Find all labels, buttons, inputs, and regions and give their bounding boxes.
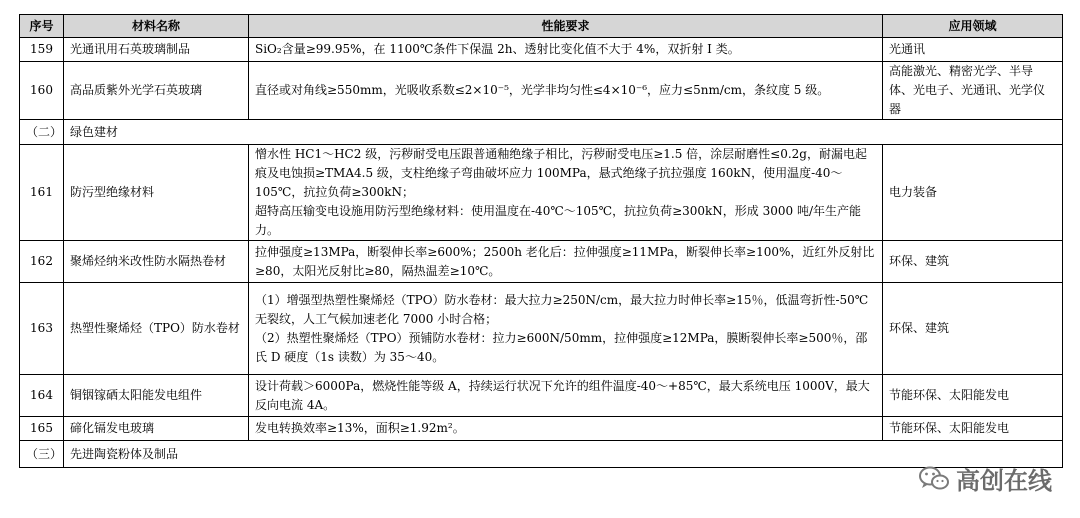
row-number: 160 <box>20 62 64 120</box>
performance-requirement <box>249 241 883 283</box>
performance-requirement <box>249 62 883 120</box>
section-label: 先进陶瓷粉体及制品 <box>64 441 1063 468</box>
row-number: 161 <box>20 145 64 241</box>
performance-requirement <box>249 283 883 375</box>
table-row <box>20 62 1063 120</box>
table-row <box>20 283 1063 375</box>
table-row <box>20 145 1063 241</box>
row-number: 159 <box>20 38 64 62</box>
requirement-line: 拉伸强度≥13MPa，断裂伸长率≥600%；2500h 老化后：拉伸强度≥11MPa，断裂伸长率≥100%，近红外反射比≥80，太阳光反射比≥80，隔热温差≥10℃。 <box>255 244 875 278</box>
wechat-icon <box>918 465 950 493</box>
watermark <box>918 461 1052 496</box>
material-name: 铜铟镓硒太阳能发电组件 <box>64 375 249 417</box>
header-num: 序号 <box>20 15 64 38</box>
table-row <box>20 375 1063 417</box>
requirement-line: SiO₂含量≥99.95%，在 1100℃条件下保温 2h、透射比变化值不大于 4%，双折射 I 类。 <box>255 42 740 56</box>
table-row <box>20 241 1063 283</box>
material-name: 碲化镉发电玻璃 <box>64 417 249 441</box>
table-header-row <box>20 15 1063 38</box>
application-field: 高能激光、精密光学、半导体、光电子、光通讯、光学仪器 <box>883 62 1063 120</box>
application-field: 环保、建筑 <box>883 241 1063 283</box>
performance-requirement <box>249 145 883 241</box>
section-row <box>20 120 1063 145</box>
material-name: 聚烯烃纳米改性防水隔热卷材 <box>64 241 249 283</box>
row-number: 162 <box>20 241 64 283</box>
requirement-line: 超特高压输变电设施用防污型绝缘材料：使用温度在-40℃～105℃，抗拉负荷≥300kN，形成 3000 吨/年生产能力。 <box>255 204 862 237</box>
header-req: 性能要求 <box>249 15 883 38</box>
requirement-line: 憎水性 HC1～HC2 级，污秽耐受电压跟普通釉绝缘子相比，污秽耐受电压≥1.5 倍，涂层耐磨性≤0.2g，耐漏电起痕及电蚀损≥TMA4.5 级，支柱绝缘子弯曲破坏应力 100MPa，悬式绝缘子抗拉强度 160kN，使用温度-40～105℃，抗拉负荷≥300kN； <box>255 147 867 199</box>
requirement-line: 直径或对角线≥550mm，光吸收系数≤2×10⁻⁵，光学非均匀性≤4×10⁻⁶，应力≤5nm/cm，条纹度 5 级。 <box>255 83 830 97</box>
application-field: 节能环保、太阳能发电 <box>883 375 1063 417</box>
application-field: 光通讯 <box>883 38 1063 62</box>
performance-requirement <box>249 38 883 62</box>
section-number: （二） <box>20 120 64 145</box>
application-field: 环保、建筑 <box>883 283 1063 375</box>
material-name: 热塑性聚烯烃（TPO）防水卷材 <box>64 283 249 375</box>
header-name: 材料名称 <box>64 15 249 38</box>
section-number: （三） <box>20 441 64 468</box>
requirement-line: 设计荷载＞6000Pa，燃烧性能等级 A，持续运行状况下允许的组件温度-40～+85℃，最大系统电压 1000V，最大反向电流 4A。 <box>255 378 870 412</box>
application-field: 节能环保、太阳能发电 <box>883 417 1063 441</box>
watermark-text: 高创在线 <box>956 467 1052 495</box>
header-app: 应用领域 <box>883 15 1063 38</box>
row-number: 164 <box>20 375 64 417</box>
performance-requirement <box>249 375 883 417</box>
row-number: 163 <box>20 283 64 375</box>
requirement-line: 发电转换效率≥13%，面积≥1.92m²。 <box>255 421 465 435</box>
requirement-line: （1）增强型热塑性聚烯烃（TPO）防水卷材：最大拉力≥250N/cm，最大拉力时伸长率≥15％，低温弯折性-50℃无裂纹，人工气候加速老化 7000 小时合格； <box>255 292 869 326</box>
table-row <box>20 417 1063 441</box>
section-row <box>20 441 1063 468</box>
performance-requirement <box>249 417 883 441</box>
requirement-line: （2）热塑性聚烯烃（TPO）预铺防水卷材：拉力≥600N/50mm，拉伸强度≥12MPa，膜断裂伸长率≥500％，邵氏 D 硬度（1s 读数）为 35～40。 <box>255 330 868 364</box>
materials-spec-table <box>19 14 1063 468</box>
section-label: 绿色建材 <box>64 120 1063 145</box>
application-field: 电力装备 <box>883 145 1063 241</box>
material-name: 防污型绝缘材料 <box>64 145 249 241</box>
material-name: 光通讯用石英玻璃制品 <box>64 38 249 62</box>
table-row <box>20 38 1063 62</box>
row-number: 165 <box>20 417 64 441</box>
material-name: 高品质紫外光学石英玻璃 <box>64 62 249 120</box>
